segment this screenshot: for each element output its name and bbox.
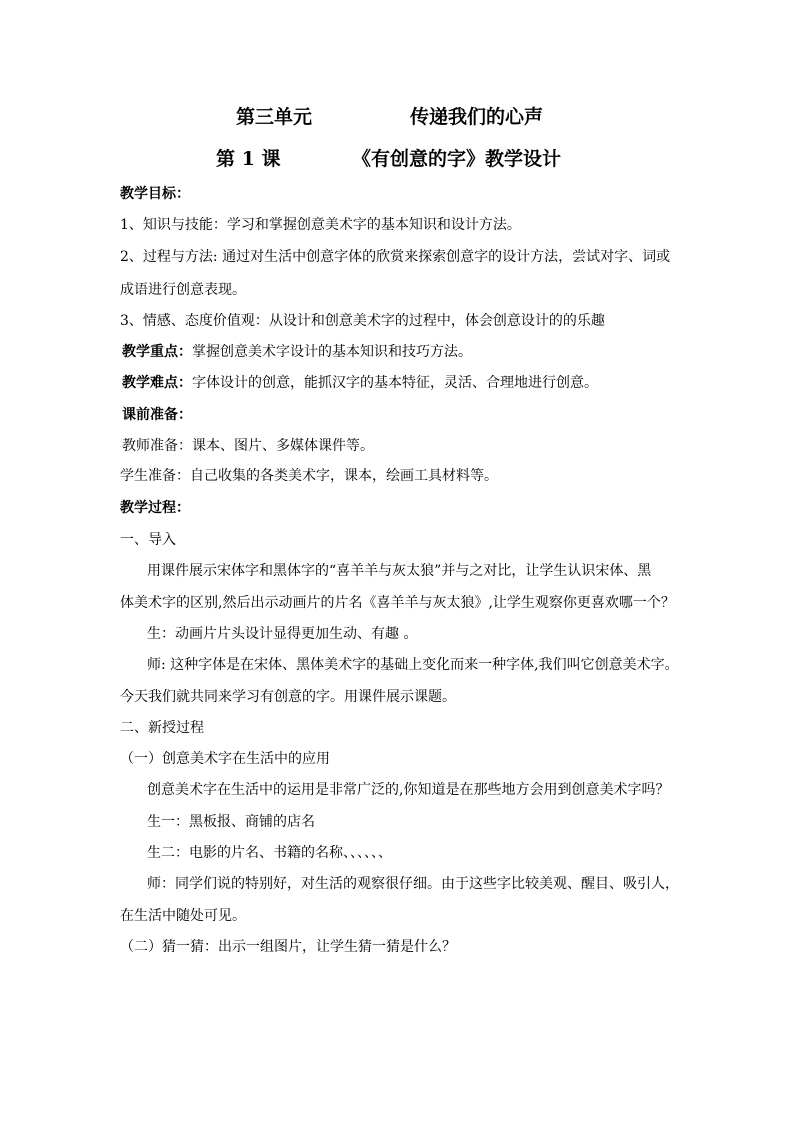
- unit-name: 传递我们的心声: [410, 106, 544, 128]
- difficulty-text: 字体设计的创意，能抓汉字的基本特征，灵活、合理地进行创意。: [192, 375, 598, 391]
- subsection-1-paragraph-3: 生二：电影的片名、书籍的名称、、、、、、: [147, 845, 392, 861]
- preparation-heading: 课前准备：: [122, 407, 192, 423]
- subsection-1-paragraph-1: 创意美术字在生活中的运用是非常广泛的,你知道是在那些地方会用到创意美术字吗？: [147, 782, 670, 798]
- student-preparation: 学生准备：自己收集的各类美术字，课本，绘画工具材料等。: [120, 468, 498, 484]
- objectives-heading: 教学目标：: [120, 186, 190, 202]
- key-point-text: 掌握创意美术字设计的基本知识和技巧方法。: [192, 344, 472, 360]
- objective-item-3: 3、情感、态度价值观：从设计和创意美术字的过程中，体会创意设计的的乐趣: [120, 313, 605, 329]
- key-point-label: 教学重点：: [122, 344, 192, 360]
- objective-item-1: 1、知识与技能：学习和掌握创意美术字的基本知识和设计方法。: [120, 217, 521, 233]
- lesson-number: 第 1 课: [216, 148, 281, 170]
- subsection-2-title: （二）猜一猜：出示一组图片，让学生猜一猜是什么？: [120, 939, 456, 955]
- difficulty-label: 教学难点：: [122, 375, 192, 391]
- section-1-paragraph-3-line2: 今天我们就共同来学习有创意的字。用课件展示课题。: [120, 689, 456, 705]
- unit-title: 第三单元: [236, 106, 313, 128]
- section-1-paragraph-1-line2: 体美术字的区别,然后出示动画片的片名《喜羊羊与灰太狼》,让学生观察你更喜欢哪一个？: [120, 595, 675, 611]
- section-1-paragraph-1-line1: 用课件展示宋体字和黑体字的“喜羊羊与灰太狼”并与之对比，让学生认识宋体、黑: [147, 563, 652, 579]
- subsection-1-title: （一）创意美术字在生活中的应用: [120, 751, 330, 767]
- teacher-preparation: 教师准备：课本、图片、多媒体课件等。: [122, 438, 374, 454]
- section-1-paragraph-2: 生：动画片片头设计显得更加生动、有趣 。: [147, 626, 418, 642]
- lesson-name: 《有创意的字》教学设计: [352, 148, 562, 170]
- process-heading: 教学过程：: [120, 500, 190, 516]
- difficulty: [122, 373, 598, 393]
- section-2-title: 二、新授过程: [120, 720, 204, 736]
- objective-item-2-line1: 2、过程与方法: 通过对生活中创意字体的欣赏来探索创意字的设计方法，尝试对字、词或: [120, 249, 671, 265]
- key-point: [122, 342, 472, 362]
- subsection-1-paragraph-2: 生一：黑板报、商铺的店名: [147, 814, 315, 830]
- section-1-title: 一、导入: [120, 532, 176, 548]
- subsection-1-paragraph-4-line1: 师：同学们说的特别好，对生活的观察很仔细。由于这些字比较美观、醒目、吸引人，: [147, 876, 679, 892]
- section-1-paragraph-3-line1: 师: 这种字体是在宋体、黑体美术字的基础上变化而来一种字体,我们叫它创意美术字。: [147, 657, 679, 673]
- objective-item-2-line2: 成语进行创意表现。: [120, 282, 246, 298]
- subsection-1-paragraph-4-line2: 在生活中随处可见。: [120, 908, 246, 924]
